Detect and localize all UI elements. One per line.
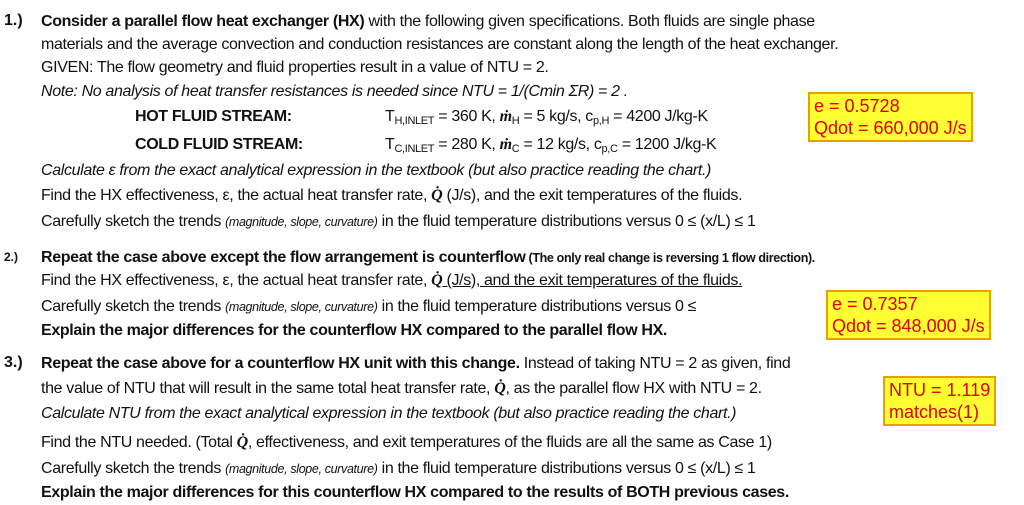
p2-line2 xyxy=(41,271,742,291)
t: (magnitude, slope, curvature) xyxy=(225,462,378,476)
p1-heading: Consider a parallel flow heat exchanger (HX) xyxy=(41,13,365,30)
t: Carefully sketch the trends xyxy=(41,460,226,477)
t: in the fluid temperature distributions versus 0 ≤ (x/L) ≤ 1 xyxy=(377,213,756,230)
answer-line: Qdot = 848,000 J/s xyxy=(832,316,985,336)
t: Find the NTU needed. (Total xyxy=(41,434,237,451)
p1-line2: materials and the average convection and conduction resistances are constant along the length of the heat exchanger. xyxy=(41,36,839,53)
cold-label: COLD FLUID STREAM: xyxy=(135,136,303,153)
p1-line8 xyxy=(41,186,742,206)
p2-heading: Repeat the case above except the flow arrangement is counterflow xyxy=(41,249,526,266)
v: = 4200 J/kg-K xyxy=(609,108,708,125)
mdot: ṁ xyxy=(499,108,512,125)
t: Carefully sketch the trends xyxy=(41,298,226,315)
hot-specs xyxy=(385,107,708,131)
answer-box-1 xyxy=(808,92,973,142)
p1-line7: Calculate ε from the exact analytical expression in the textbook (but also practice reading the chart.) xyxy=(41,162,712,179)
sub: p,H xyxy=(592,115,610,127)
p1-line9 xyxy=(41,212,756,232)
qdot: Q̇ xyxy=(494,380,506,397)
hot-label: HOT FLUID STREAM: xyxy=(135,108,292,125)
t: Instead of taking NTU = 2 as given, find xyxy=(519,355,791,372)
v: = 12 kg/s, c xyxy=(519,136,602,153)
p3-line5 xyxy=(41,459,756,479)
v: = 1200 J/kg-K xyxy=(617,136,717,153)
qdot: Q̇ xyxy=(431,272,443,289)
t: T xyxy=(385,108,395,125)
answer-line: NTU = 1.119 xyxy=(889,380,991,400)
t: (J/s), and the exit temperatures of the fluids. xyxy=(442,187,743,204)
sub: C,INLET xyxy=(394,143,435,155)
p3-line4 xyxy=(41,433,772,453)
t: T xyxy=(385,136,395,153)
answer-box-2 xyxy=(826,290,991,340)
p1-note: Note: No analysis of heat transfer resistances is needed since NTU = 1/(Cmin ΣR) = 2 . xyxy=(41,83,628,100)
v: = 280 K, xyxy=(434,136,500,153)
sub: H,INLET xyxy=(394,115,435,127)
p1-line1 xyxy=(41,12,815,32)
t: (J/s), and the exit temperatures of the fluids. xyxy=(442,272,743,289)
p3-line1 xyxy=(41,354,790,374)
p2-line1 xyxy=(41,248,815,268)
t: in the fluid temperature distributions versus 0 ≤ (x/L) ≤ 1 xyxy=(377,460,756,477)
sub: H xyxy=(511,115,520,127)
t: Find the HX effectiveness, ε, the actual heat transfer rate, xyxy=(41,187,432,204)
t: Find the HX effectiveness, ε, the actual heat transfer rate, xyxy=(41,272,432,289)
answer-line: e = 0.5728 xyxy=(814,96,900,116)
answer-line: matches(1) xyxy=(889,402,980,422)
answer-line: e = 0.7357 xyxy=(832,294,918,314)
problem-number: 1.) xyxy=(4,12,23,29)
t: in the fluid temperature distributions versus 0 ≤ xyxy=(377,298,697,315)
t: , as the parallel flow HX with NTU = 2. xyxy=(505,380,762,397)
problem-number: 3.) xyxy=(4,354,23,371)
p2-line4: Explain the major differences for the counterflow HX compared to the parallel flow HX. xyxy=(41,322,668,339)
v: = 5 kg/s, c xyxy=(519,108,593,125)
p2-line3 xyxy=(41,297,696,317)
t: , effectiveness, and exit temperatures of the fluids are all the same as Case 1) xyxy=(247,434,772,451)
p3-line3: Calculate NTU from the exact analytical expression in the textbook (but also practice reading the chart.) xyxy=(41,405,737,422)
qdot: Q̇ xyxy=(236,434,248,451)
t: (magnitude, slope, curvature) xyxy=(225,215,378,229)
sub: p,C xyxy=(601,143,618,155)
p1-text: with the following given specifications. Both fluids are single phase xyxy=(364,13,815,30)
sub: C xyxy=(511,143,520,155)
answer-line: Qdot = 660,000 J/s xyxy=(814,118,967,138)
v: = 360 K, xyxy=(434,108,500,125)
p1-line3: GIVEN: The flow geometry and fluid properties result in a value of NTU = 2. xyxy=(41,59,549,76)
qdot: Q̇ xyxy=(431,187,443,204)
p3-line6: Explain the major differences for this counterflow HX compared to the results of BOTH previous cases. xyxy=(41,484,789,501)
t: Carefully sketch the trends xyxy=(41,213,226,230)
t: (magnitude, slope, curvature) xyxy=(225,300,378,314)
problem-number: 2.) xyxy=(4,250,19,264)
cold-specs xyxy=(385,135,716,159)
t: the value of NTU that will result in the same total heat transfer rate, xyxy=(41,380,495,397)
p3-line2 xyxy=(41,379,762,399)
mdot: ṁ xyxy=(499,136,512,153)
t: (The only real change is reversing 1 flow direction). xyxy=(525,251,815,265)
answer-box-3 xyxy=(883,376,996,426)
p3-heading: Repeat the case above for a counterflow HX unit with this change. xyxy=(41,355,520,372)
